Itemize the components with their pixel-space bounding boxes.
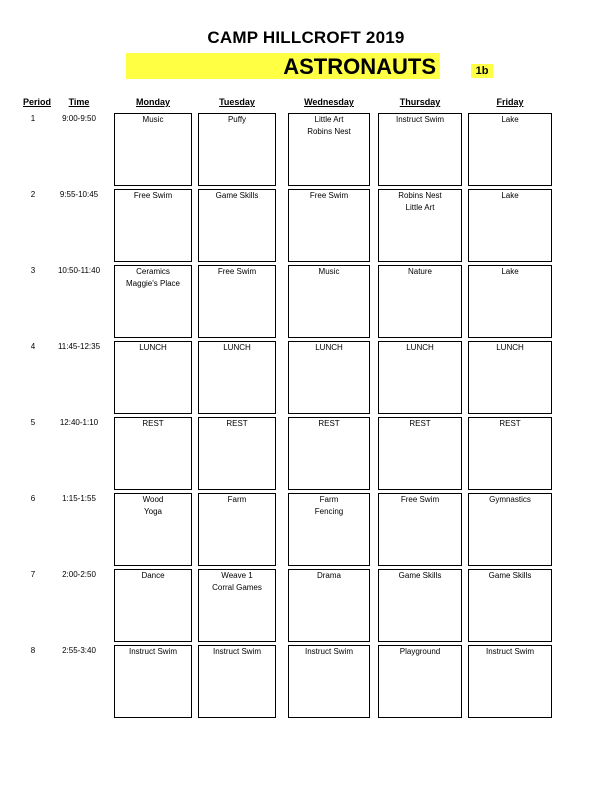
activity-label: LUNCH [139,343,167,352]
group-code-badge: 1b [471,64,493,78]
period-column-header: Period [22,97,51,107]
activity-label: Maggie's Place [126,279,180,288]
schedule-cell-friday-period-6 [468,493,552,566]
activity-label: Game Skills [488,571,532,580]
period-number: 6 [30,494,36,503]
schedule-cell-wednesday-period-4 [288,341,370,414]
schedule-cell-monday-period-2 [114,189,192,262]
schedule-cell-monday-period-7 [114,569,192,642]
activity-label: Gymnastics [489,495,531,504]
activity-label: Farm [227,495,247,504]
schedule-cell-thursday-period-3 [378,265,462,338]
activity-label: Little Art [314,115,344,124]
activity-label: LUNCH [315,343,343,352]
schedule-cell-wednesday-period-7 [288,569,370,642]
activity-label: Lake [501,191,519,200]
schedule-cell-thursday-period-6 [378,493,462,566]
schedule-cell-tuesday-period-3 [198,265,276,338]
period-time: 12:40-1:10 [59,418,99,427]
activity-label: Lake [501,267,519,276]
activity-label: Instruct Swim [304,647,353,656]
schedule-cell-monday-period-5 [114,417,192,490]
activity-label: Game Skills [215,191,259,200]
activity-label: REST [142,419,164,428]
period-time: 2:55-3:40 [62,646,96,655]
activity-label: Drama [316,571,341,580]
time-column-header: Time [68,97,90,107]
schedule-cell-friday-period-5 [468,417,552,490]
period-time: 10:50-11:40 [57,266,101,275]
activity-label: REST [409,419,431,428]
activity-label: Ceramics [136,267,170,276]
activity-label: Puffy [227,115,247,124]
activity-label: Instruct Swim [395,115,444,124]
activity-label: Corral Games [212,583,262,592]
activity-label: Weave 1 [221,571,253,580]
day-header-thursday: Thursday [399,97,441,107]
schedule-cell-monday-period-1 [114,113,192,186]
activity-label: Farm [319,495,339,504]
schedule-cell-friday-period-8 [468,645,552,718]
period-number: 4 [30,342,36,351]
activity-label: LUNCH [223,343,251,352]
activity-label: Little Art [405,203,435,212]
schedule-cell-thursday-period-8 [378,645,462,718]
activity-label: Fencing [314,507,344,516]
period-time: 1:15-1:55 [62,494,96,503]
schedule-cell-tuesday-period-8 [198,645,276,718]
activity-label: LUNCH [406,343,434,352]
activity-label: Robins Nest [398,191,442,200]
activity-label: REST [499,419,521,428]
activity-label: REST [226,419,248,428]
period-number: 2 [30,190,36,199]
schedule-cell-tuesday-period-7 [198,569,276,642]
schedule-cell-monday-period-6 [114,493,192,566]
schedule-cell-friday-period-1 [468,113,552,186]
activity-label: Free Swim [309,191,349,200]
activity-label: Playground [399,647,441,656]
period-time: 9:00-9:50 [62,114,96,123]
activity-label: Dance [141,571,165,580]
period-time: 11:45-12:35 [57,342,101,351]
day-header-monday: Monday [135,97,170,107]
activity-label: Music [142,115,164,124]
schedule-cell-tuesday-period-1 [198,113,276,186]
activity-label: Game Skills [398,571,442,580]
schedule-cell-monday-period-8 [114,645,192,718]
period-number: 7 [30,570,36,579]
activity-label: LUNCH [496,343,524,352]
schedule-cell-tuesday-period-5 [198,417,276,490]
schedule-cell-monday-period-3 [114,265,192,338]
schedule-cell-thursday-period-7 [378,569,462,642]
schedule-cell-friday-period-2 [468,189,552,262]
schedule-cell-thursday-period-1 [378,113,462,186]
activity-label: Instruct Swim [128,647,177,656]
activity-label: Music [318,267,340,276]
schedule-cell-wednesday-period-6 [288,493,370,566]
schedule-cell-friday-period-4 [468,341,552,414]
activity-label: Yoga [144,507,162,516]
group-name-highlight [126,53,440,79]
activity-label: Robins Nest [307,127,351,136]
schedule-cell-thursday-period-4 [378,341,462,414]
period-number: 3 [30,266,36,275]
schedule-cell-wednesday-period-2 [288,189,370,262]
schedule-cell-wednesday-period-3 [288,265,370,338]
schedule-cell-tuesday-period-6 [198,493,276,566]
period-number: 8 [30,646,36,655]
activity-label: Wood [142,495,164,504]
day-header-tuesday: Tuesday [219,97,255,107]
period-number: 5 [30,418,36,427]
schedule-cell-thursday-period-5 [378,417,462,490]
schedule-cell-wednesday-period-5 [288,417,370,490]
period-number: 1 [30,114,36,123]
period-time: 9:55-10:45 [59,190,99,199]
schedule-cell-wednesday-period-1 [288,113,370,186]
activity-label: Instruct Swim [485,647,534,656]
schedule-cell-friday-period-3 [468,265,552,338]
group-name: ASTRONAUTS [283,54,436,79]
schedule-cell-monday-period-4 [114,341,192,414]
activity-label: Free Swim [133,191,173,200]
schedule-cell-tuesday-period-2 [198,189,276,262]
day-header-friday: Friday [496,97,524,107]
activity-label: Instruct Swim [212,647,261,656]
schedule-cell-wednesday-period-8 [288,645,370,718]
camp-title: CAMP HILLCROFT 2019 [207,28,405,47]
day-header-wednesday: Wednesday [304,97,354,107]
activity-label: REST [318,419,340,428]
schedule-cell-thursday-period-2 [378,189,462,262]
activity-label: Free Swim [217,267,257,276]
activity-label: Free Swim [400,495,440,504]
period-time: 2:00-2:50 [62,570,96,579]
schedule-cell-tuesday-period-4 [198,341,276,414]
activity-label: Lake [501,115,519,124]
schedule-cell-friday-period-7 [468,569,552,642]
activity-label: Nature [407,267,432,276]
